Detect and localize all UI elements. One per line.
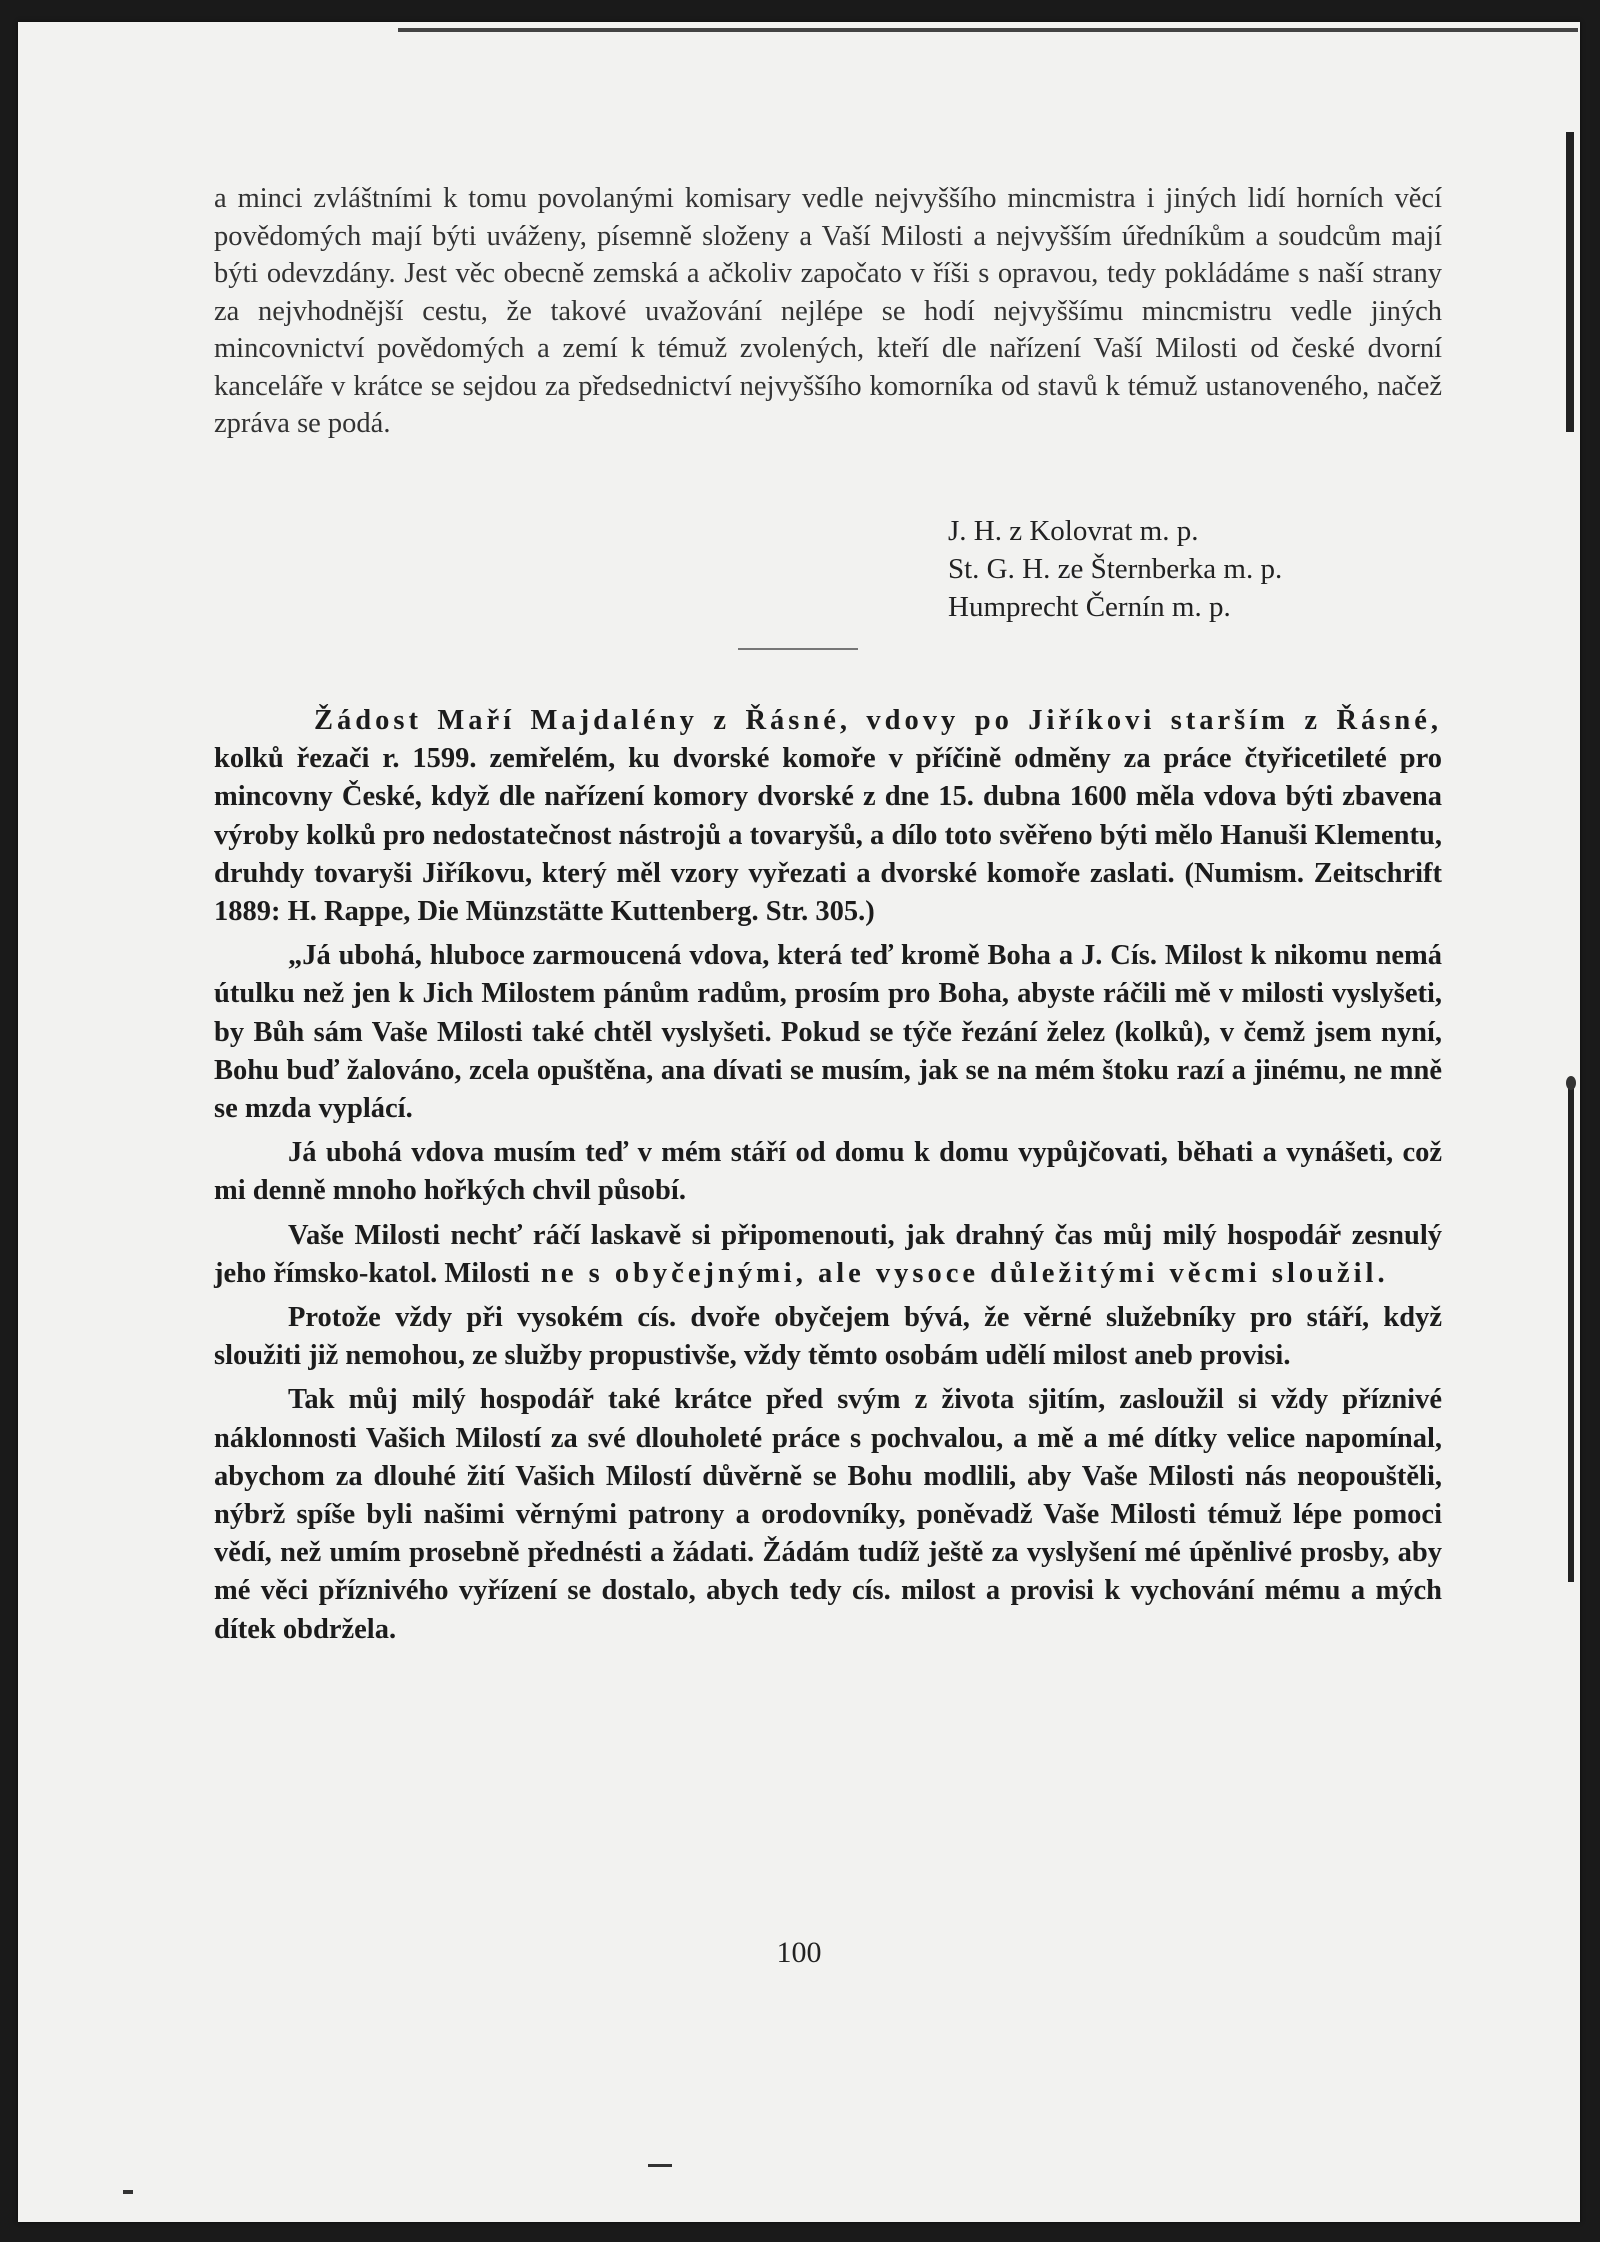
document-page bbox=[18, 22, 1580, 2222]
continuation-paragraph bbox=[214, 180, 1442, 443]
petition-paragraph-3 bbox=[214, 1217, 1442, 1293]
section-divider bbox=[738, 648, 858, 650]
signature-cernin: Humprecht Černín m. p. bbox=[948, 591, 1231, 623]
petition-paragraph-3-emphasis: ne s obyčejnými, ale vysoce důležitými věcmi sloužil. bbox=[529, 1257, 1389, 1289]
speck-small bbox=[123, 2190, 133, 2194]
top-edge-rule bbox=[398, 28, 1578, 32]
petition-heading bbox=[214, 702, 1442, 931]
petition-paragraph-3-start: Vaše Milosti nechť ráčí laskavě si připomenouti, jak drahný čas můj milý hospodář zesnulý jeho římsko-katol. Milosti bbox=[214, 1219, 1442, 1289]
speck-dash bbox=[648, 2164, 672, 2167]
petition-section bbox=[214, 702, 1442, 1649]
page-number: 100 bbox=[776, 1936, 822, 1969]
margin-mark-upper bbox=[1566, 132, 1574, 432]
petition-title: Žádost Maří Majdalény z Řásné, vdovy po Jiříkovi starším z Řásné, bbox=[314, 705, 1442, 736]
petition-paragraph-2: Já ubohá vdova musím teď v mém stáří od domu k domu vypůjčovati, běhati a vynášeti, což mi denně mnoho hořkých chvil působí. bbox=[214, 1137, 1442, 1207]
petition-summary: kolků řezači r. 1599. zemřelém, ku dvorské komoře v příčině odměny za práce čtyřicetileté pro mincovny České, když dle nařízení komory dvorské z dne 15. dubna 1600 měla vdova býti zbavena výroby kolků pro nedostatečnost nástrojů a tovaryšů, a dílo toto svěřeno býti mělo Hanuši Klementu, druhdy tovaryši Jiříkovu, který měl vzory vyřezati a dvorské komoře zaslati. (Numism. Zeitschrift 1889: H. Rappe, Die Münzstätte Kuttenberg. Str. 305.) bbox=[214, 743, 1442, 928]
margin-mark-lower bbox=[1568, 1082, 1574, 1582]
signature-sternberk: St. G. H. ze Šternberka m. p. bbox=[948, 553, 1283, 585]
petition-paragraph-4: Protože vždy při vysokém cís. dvoře obyčejem bývá, že věrné služebníky pro stáří, když sloužiti již nemohou, ze služby propustivše, vždy těmto osobám udělí milost aneb provisi. bbox=[214, 1302, 1442, 1372]
signature-kolovrat: J. H. z Kolovrat m. p. bbox=[948, 515, 1199, 547]
petition-paragraph-5: Tak můj milý hospodář také krátce před svým z života sjitím, zasloužil si vždy příznivé náklonnosti Vašich Milostí za své dlouholeté práce s pochvalou, a mě a mé dítky velice napomínal, abychom za dlouhé žití Vašich Milostí důvěrně se Bohu modlili, aby Vaše Milosti nás neopouštěli, nýbrž spíše byli našimi věrnými patrony a orodovníky, poněvadž Vaše Milosti témuž lépe pomoci vědí, než umím prosebně přednésti a žádati. Žádám tudíž ještě za vyslyšení mé úpěnlivé prosby, aby mé věci příznivého vyřízení se dostalo, abych tedy cís. milost a provisi k vychování mému a mých dítek obdržela. bbox=[214, 1384, 1442, 1645]
signature-block bbox=[948, 512, 1282, 626]
continuation-text: a minci zvláštními k tomu povolanými komisary vedle nejvyššího mincmistra i jiných lidí horních věcí povědomých mají býti uváženy, písemně složeny a Vaší Milosti a nejvyšším úředníkům a soudcům mají býti odevzdány. Jest věc obecně zemská a ačkoliv započato v říši s opravou, tedy pokládáme s naší strany za nejvhodnější cestu, že takové uvažování nejlépe se hodí nejvyššímu mincmistru vedle jiných mincovnictví povědomých a zemí k témuž zvolených, kteří dle nařízení Vaší Milosti od české dvorní kanceláře v krátce se sejdou za předsednictví nejvyššího komorníka od stavů k témuž ustanoveného, načež zpráva se podá. bbox=[214, 183, 1442, 439]
petition-paragraph-1: „Já ubohá, hluboce zarmoucená vdova, která teď kromě Boha a J. Cís. Milost k nikomu nemá útulku než jen k Jich Milostem pánům radům, prosím pro Boha, abyste ráčili mě v milosti vyslyšeti, by Bůh sám Vaše Milosti také chtěl vyslyšeti. Pokud se týče řezání želez (kolků), v čemž jsem nyní, Bohu buď žalováno, zcela opuštěna, ana dívati se musím, jak se na mém štoku razí a jinému, ne mně se mzda vyplácí. bbox=[214, 940, 1442, 1125]
speck-dot bbox=[1566, 1076, 1576, 1090]
